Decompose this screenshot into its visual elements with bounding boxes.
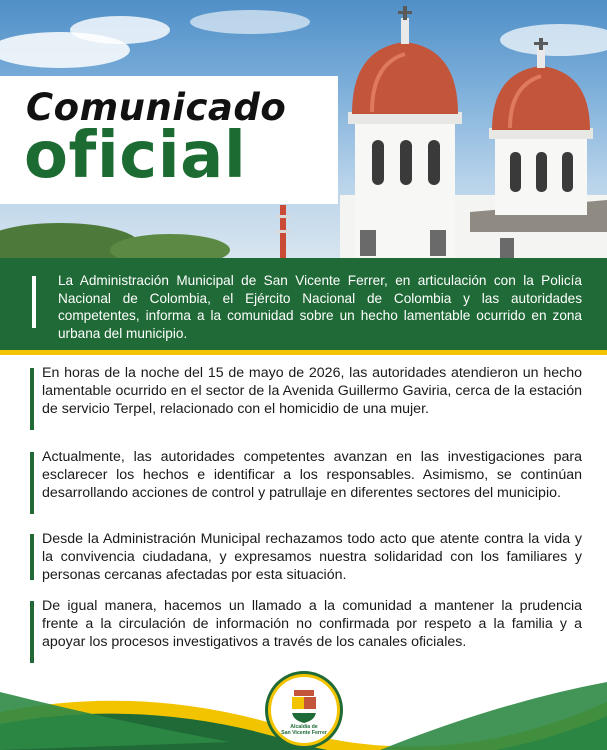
intro-accent-bar [32, 276, 36, 328]
intro-band [0, 258, 607, 350]
paragraph-3 [30, 530, 582, 585]
paragraph-text: Actualmente, las autoridades competentes avanzan en las investigaciones para esclarecer los hechos e identificar a los responsables. Asimismo, se continúan desarrollando acciones de control y patrullaje en diferentes sectores del municipio. [42, 449, 582, 502]
logo-caption: Alcaldía de San Vicente Ferrer [281, 724, 327, 736]
paragraph-1 [30, 364, 582, 419]
paragraph-text: Desde la Administración Municipal rechazamos todo acto que atente contra la vida y la convivencia ciudadana, y expresamos nuestra solidaridad con los familiares y personas cercanas afectadas por esta situación. [42, 531, 582, 584]
paragraph-accent-bar [30, 534, 34, 580]
paragraph-text: En horas de la noche del 15 de mayo de 2026, las autoridades atendieron un hecho lamentable ocurrido en el sector de la Avenida Guillermo Gaviria, cerca de la estación de servicio Terpel, relacionado con el homicidio de una mujer. [42, 365, 582, 418]
municipal-seal-logo [268, 674, 340, 746]
title-comunicado: Comunicado [26, 86, 287, 129]
paragraph-4 [30, 597, 582, 652]
paragraph-2 [30, 448, 582, 503]
paragraph-accent-bar [30, 452, 34, 514]
title-oficial: oficial [24, 119, 247, 193]
paragraph-accent-bar [30, 368, 34, 430]
hero-banner [0, 0, 607, 262]
paragraph-accent-bar [30, 601, 34, 663]
yellow-divider [0, 350, 607, 355]
intro-text: La Administración Municipal de San Vicente Ferrer, en articulación con la Policía Nacional de Colombia, el Ejército Nacional de Colombia y las autoridades competentes, informa a la comunidad sobre un hecho lamentable ocurrido en zona urbana del municipio. [58, 273, 582, 341]
paragraph-text: De igual manera, hacemos un llamado a la comunidad a mantener la prudencia frente a la circulación de información no confirmada por respeto a la familia y a apoyar los procesos investigativos a través de los canales oficiales. [42, 598, 582, 651]
